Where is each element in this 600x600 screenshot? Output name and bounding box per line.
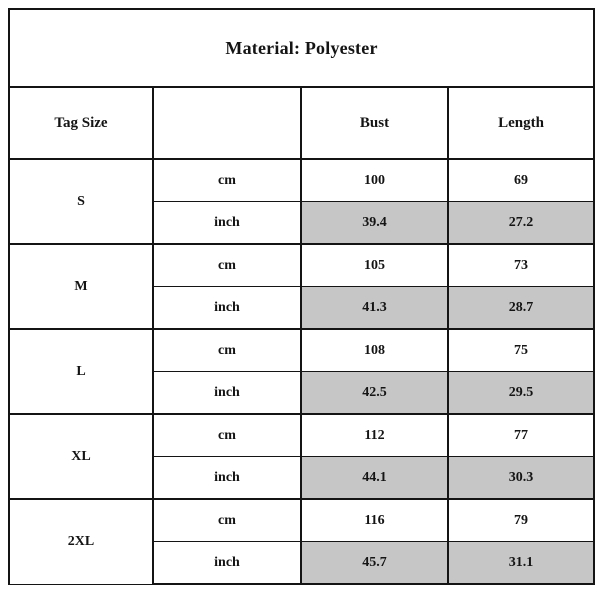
xl-unit-inch-cell: inch <box>153 457 301 500</box>
l-inch-length-cell: 29.5 <box>448 372 594 415</box>
m-unit-cm-cell: cm <box>153 244 301 287</box>
size-chart-table <box>8 8 595 585</box>
m-unit-inch-cell: inch <box>153 287 301 330</box>
material-row <box>9 9 594 87</box>
table-row <box>9 159 594 202</box>
m-inch-bust-cell: 41.3 <box>301 287 448 330</box>
table-row <box>9 329 594 372</box>
m-cm-bust-cell: 105 <box>301 244 448 287</box>
2xl-inch-bust-cell: 45.7 <box>301 542 448 585</box>
s-unit-inch-cell: inch <box>153 202 301 245</box>
col-header-tag-size: Tag Size <box>9 87 153 159</box>
size-cell-s: S <box>9 159 153 244</box>
s-unit-cm-cell: cm <box>153 159 301 202</box>
column-header-row <box>9 87 594 159</box>
table-row <box>9 244 594 287</box>
2xl-cm-length-cell: 79 <box>448 499 594 542</box>
s-inch-length-cell: 27.2 <box>448 202 594 245</box>
material-header: Material: Polyester <box>9 9 594 87</box>
table-row <box>9 414 594 457</box>
2xl-cm-bust-cell: 116 <box>301 499 448 542</box>
s-cm-length-cell: 69 <box>448 159 594 202</box>
m-inch-length-cell: 28.7 <box>448 287 594 330</box>
l-cm-length-cell: 75 <box>448 329 594 372</box>
2xl-inch-length-cell: 31.1 <box>448 542 594 585</box>
size-cell-2xl: 2XL <box>9 499 153 584</box>
col-header-length: Length <box>448 87 594 159</box>
table-row <box>9 499 594 542</box>
l-cm-bust-cell: 108 <box>301 329 448 372</box>
xl-unit-cm-cell: cm <box>153 414 301 457</box>
s-inch-bust-cell: 39.4 <box>301 202 448 245</box>
s-cm-bust-cell: 100 <box>301 159 448 202</box>
m-cm-length-cell: 73 <box>448 244 594 287</box>
size-cell-l: L <box>9 329 153 414</box>
xl-inch-bust-cell: 44.1 <box>301 457 448 500</box>
l-unit-cm-cell: cm <box>153 329 301 372</box>
xl-cm-length-cell: 77 <box>448 414 594 457</box>
2xl-unit-inch-cell: inch <box>153 542 301 585</box>
xl-inch-length-cell: 30.3 <box>448 457 594 500</box>
size-cell-m: M <box>9 244 153 329</box>
2xl-unit-cm-cell: cm <box>153 499 301 542</box>
l-inch-bust-cell: 42.5 <box>301 372 448 415</box>
col-header-bust: Bust <box>301 87 448 159</box>
xl-cm-bust-cell: 112 <box>301 414 448 457</box>
size-cell-xl: XL <box>9 414 153 499</box>
l-unit-inch-cell: inch <box>153 372 301 415</box>
col-header-unit <box>153 87 301 159</box>
